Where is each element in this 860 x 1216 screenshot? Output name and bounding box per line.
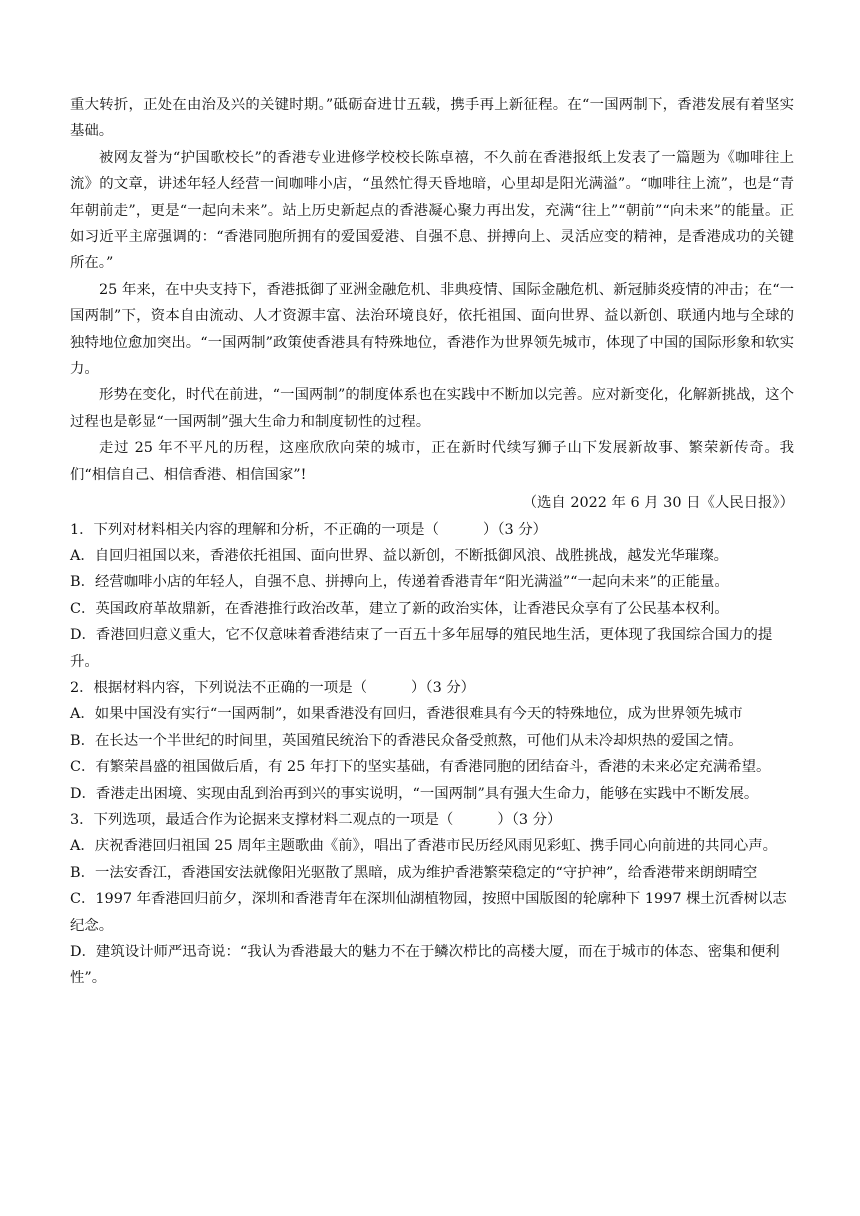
option-a: A．如果中国没有实行“一国两制”，如果香港没有回归，香港很难具有今天的特殊地位，成为世界领先城市: [70, 706, 743, 723]
option-c: C．有繁荣昌盛的祖国做后盾，有 25 年打下的坚实基础，有香港同胞的团结奋斗，香港的未来必定充满希望。: [70, 759, 771, 776]
question-stem: [70, 807, 794, 833]
question-stem-text: 3．下列选项，最适合作为论据来支撑材料二观点的一项是（: [70, 811, 454, 828]
question-points: ）（3 分）: [482, 521, 548, 538]
article-paragraph: 形势在变化，时代在前进，“一国两制”的制度体系也在实践中不断加以完善。应对新变化，化解新挑战，这个过程也是彰显“一国两制”强大生命力和制度韧性的过程。: [70, 387, 794, 430]
question-stem-text: 1．下列对材料相关内容的理解和分析，不正确的一项是（: [70, 521, 439, 538]
option-d: D．建筑设计师严迅奇说：“我认为香港最大的魅力不在于鳞次栉比的高楼大厦，而在于城市的体态、密集和便利性”。: [70, 944, 780, 987]
question-points: ）（3 分）: [497, 811, 562, 828]
option-b: B．在长达一个半世纪的时间里，英国殖民统治下的香港民众备受煎熬，可他们从未冷却炽热的爱国之情。: [70, 732, 743, 749]
article-source: （选自 2022 年 6 月 30 日《人民日报》）: [522, 495, 794, 512]
option-d: D．香港回归意义重大，它不仅意味着香港结束了一百五十多年屈辱的殖民地生活，更体现了我国综合国力的提升。: [70, 627, 773, 670]
question-3: [70, 807, 794, 992]
article-paragraph: 走过 25 年不平凡的历程，这座欣欣向荣的城市，正在新时代续写狮子山下发展新故事、繁荣新传奇。我们“相信自己、相信香港、相信国家”!: [70, 440, 794, 483]
article-paragraph: 25 年来，在中央支持下，香港抵御了亚洲金融危机、非典疫情、国际金融危机、新冠肺炎疫情的冲击；在“一国两制”下，资本自由流动、人才资源丰富、法治环境良好，依托祖国、面向世界、益以新创、联通内地与全球的独特地位愈加突出。“一国两制”政策使香港具有特殊地位，香港作为世界领先城市，体现了中国的国际形象和软实力。: [70, 281, 794, 378]
question-2: [70, 675, 794, 807]
question-stem-text: 2．根据材料内容，下列说法不正确的一项是（: [70, 679, 367, 696]
option-c: C．1997 年香港回归前夕，深圳和香港青年在深圳仙湖植物园，按照中国版图的轮廓种下 1997 棵土沉香树以志纪念。: [70, 891, 787, 934]
option-a: A．庆祝香港回归祖国 25 周年主题歌曲《前》，唱出了香港市民历经风雨见彩虹、携手同心向前进的共同心声。: [70, 838, 778, 855]
option-a: A．自回归祖国以来，香港依托祖国、面向世界、益以新创，不断抵御风浪、战胜挑战，越发光华璀璨。: [70, 547, 728, 564]
question-points: ）（3 分）: [410, 679, 476, 696]
question-stem: [70, 517, 794, 543]
option-b: B．经营咖啡小店的年轻人，自强不息、拼搏向上，传递着香港青年“阳光满溢”“一起向未来”的正能量。: [70, 574, 729, 591]
option-d: D．香港走出困境、实现由乱到治再到兴的事实说明，“一国两制”具有强大生命力，能够在实践中不断发展。: [70, 785, 759, 802]
article-paragraph: 被网友誉为“护国歌校长”的香港专业进修学校校长陈卓禧，不久前在香港报纸上发表了一篇题为《咖啡往上流》的文章，讲述年轻人经营一间咖啡小店，“虽然忙得天昏地暗，心里却是阳光满溢”。“咖啡往上流”，也是“青年朝前走”，更是“一起向未来”。站上历史新起点的香港凝心聚力再出发，充满“往上”“朝前”“向未来”的能量。正如习近平主席强调的：“香港同胞所拥有的爱国爱港、自强不息、拼搏向上、灵活应变的精神，是香港成功的关键所在。”: [70, 149, 794, 272]
option-b: B．一法安香江，香港国安法就像阳光驱散了黑暗，成为维护香港繁荣稳定的“守护神”，给香港带来朗朗晴空: [70, 864, 758, 881]
option-c: C．英国政府革故鼎新，在香港推行政治改革，建立了新的政治实体，让香港民众享有了公民基本权利。: [70, 600, 729, 617]
question-stem: [70, 675, 794, 701]
article-paragraph: 重大转折，正处在由治及兴的关键时期。”砥砺奋进廿五载，携手再上新征程。在“一国两制下，香港发展有着坚实基础。: [70, 97, 794, 140]
article-body: [70, 92, 794, 517]
question-1: [70, 517, 794, 675]
